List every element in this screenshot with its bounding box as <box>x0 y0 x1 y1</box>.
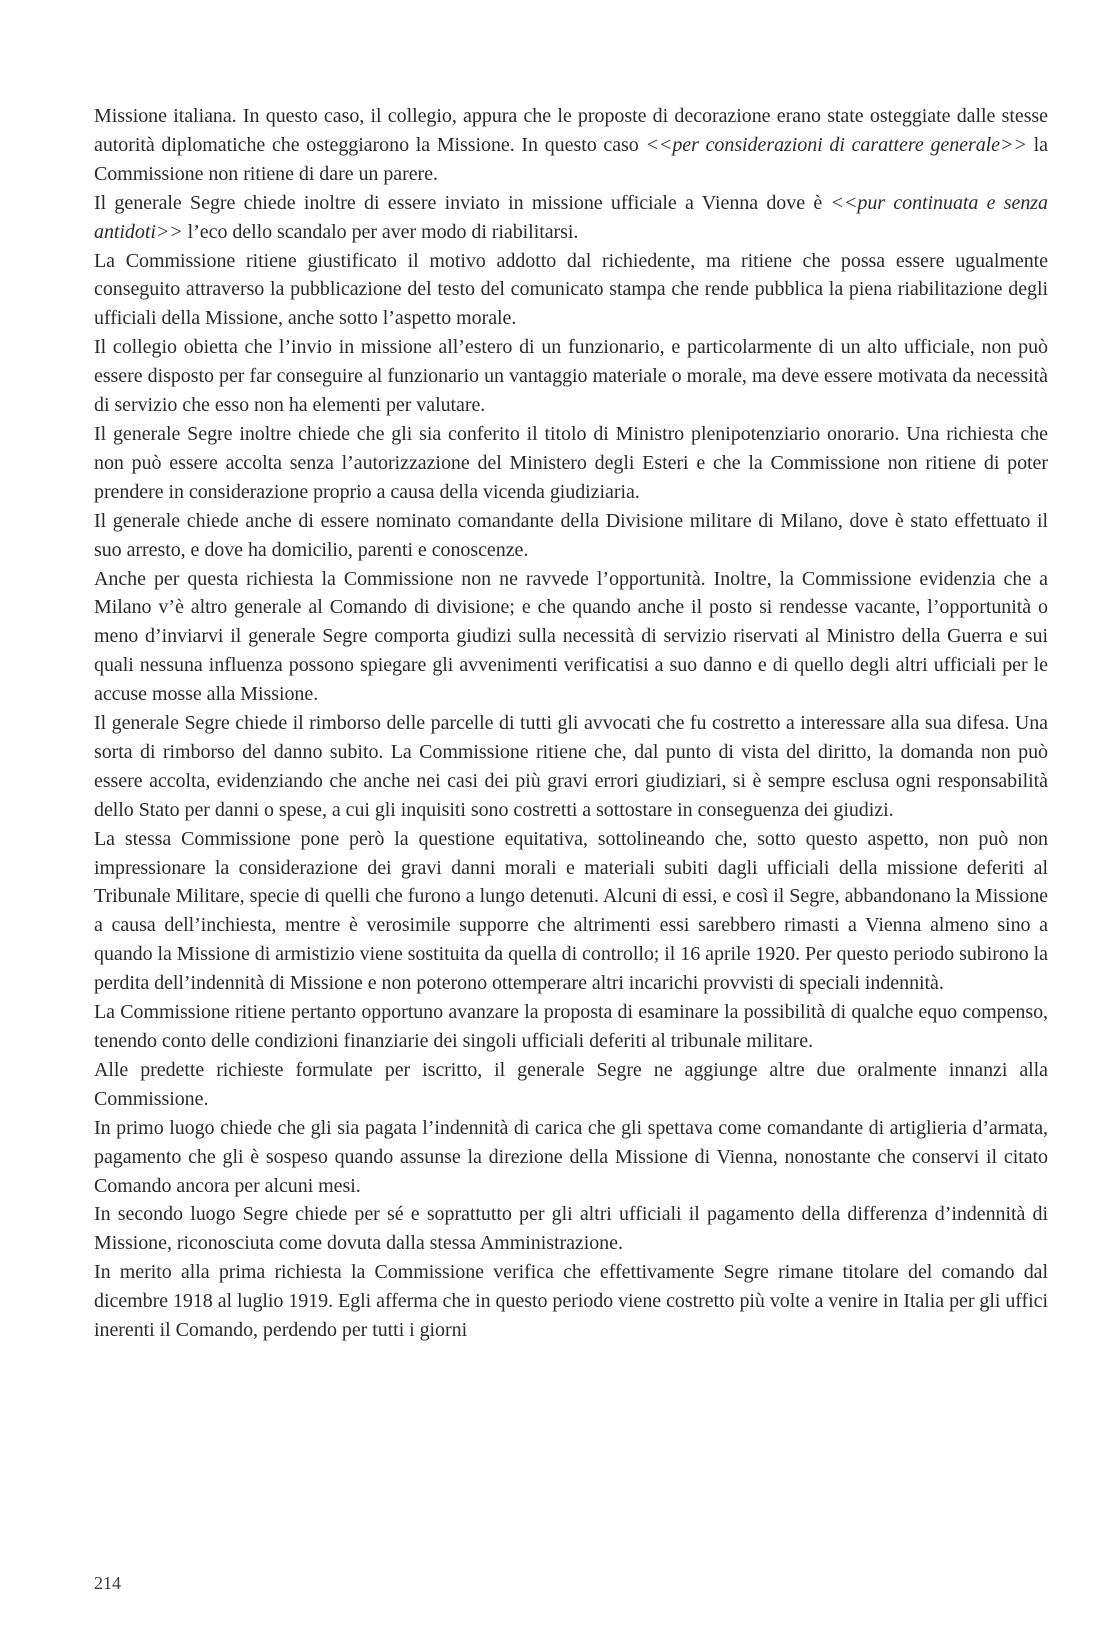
paragraph <box>94 825 1048 998</box>
paragraph <box>94 1200 1048 1258</box>
paragraph-text: In merito alla prima richiesta la Commissione verifica che effettivamente Segre rimane titolare del comando dal dicembre 1918 al luglio 1919. Egli afferma che in questo periodo viene costretto più volte a venire in Italia per gli uffici inerenti il Comando, perdendo per tutti i giorni <box>94 1261 1048 1342</box>
paragraph-text: La stessa Commissione pone però la questione equitativa, sottolineando che, sotto questo aspetto, non può non impressionare la considerazione dei gravi danni morali e materiali subiti dagli ufficiali della missione deferiti al Tribunale Militare, specie di quelli che furono a lungo detenuti. Alcuni di essi, e così il Segre, abbandonano la Missione a causa dell’inchiesta, mentre è verosimile supporre che altrimenti essi sarebbero rimasti a Vienna almeno sino a quando la Missione di armistizio viene sostituita da quella di controllo; il 16 aprile 1920. Per questo periodo subirono la perdita dell’indennità di Missione e non poterono ottemperare altri incarichi provvisti di speciali indennità. <box>94 827 1048 995</box>
paragraph <box>94 247 1048 334</box>
paragraph <box>94 1114 1048 1201</box>
paragraph-text: Il generale Segre chiede inoltre di essere inviato in missione ufficiale a Vienna dove è <box>94 191 831 214</box>
paragraph <box>94 507 1048 565</box>
body-text <box>94 102 1048 1345</box>
paragraph-text: Alle predette richieste formulate per iscritto, il generale Segre ne aggiunge altre due oralmente innanzi alla Commissione. <box>94 1058 1048 1110</box>
paragraph-text: In primo luogo chiede che gli sia pagata l’indennità di carica che gli spettava come comandante di artiglieria d’armata, pagamento che gli è sospeso quando assunse la direzione della Missione di Vienna, nonostante che conservi il citato Comando ancora per alcuni mesi. <box>94 1116 1048 1197</box>
paragraph-text: l’eco dello scandalo per aver modo di riabilitarsi. <box>182 220 579 243</box>
paragraph-text: Il collegio obietta che l’invio in missione all’estero di un funzionario, e particolarmente di un alto ufficiale, non può essere disposto per far conseguire al funzionario un vantaggio materiale o morale, ma deve essere motivata da necessità di servizio che esso non ha elementi per valutare. <box>94 336 1048 417</box>
paragraph <box>94 709 1048 825</box>
quoted-text: <<pur continuata e senza antidoti>> <box>94 191 1048 243</box>
paragraph-text: Missione italiana. In questo caso, il collegio, appura che le proposte di decorazione erano state osteggiate dalle stesse autorità diplomatiche che osteggiarono la Missione. In questo caso <box>94 105 1048 156</box>
paragraph-text: La Commissione ritiene pertanto opportuno avanzare la proposta di esaminare la possibilità di qualche equo compenso, tenendo conto delle condizioni finanziarie dei singoli ufficiali deferiti al tribunale militare. <box>94 1001 1048 1052</box>
paragraph <box>94 1258 1048 1345</box>
paragraph <box>94 998 1048 1056</box>
paragraph-text: La Commissione ritiene giustificato il motivo addotto dal richiedente, ma ritiene che possa essere ugualmente conseguito attraverso la pubblicazione del testo del comunicato stampa che rende pubblica la piena riabilitazione degli ufficiali della Missione, anche sotto l’aspetto morale. <box>94 249 1048 330</box>
paragraph <box>94 1056 1048 1114</box>
paragraph <box>94 420 1048 507</box>
paragraph <box>94 565 1048 710</box>
paragraph-text: In secondo luogo Segre chiede per sé e soprattutto per gli altri ufficiali il pagamento della differenza d’indennità di Missione, riconosciuta come dovuta dalla stessa Amministrazione. <box>94 1203 1048 1255</box>
paragraph-text: Anche per questa richiesta la Commissione non ne ravvede l’opportunità. Inoltre, la Commissione evidenzia che a Milano v’è altro generale al Comando di divisione; e che quando anche il posto si rendesse vacante, l’opportunità o meno d’inviarvi il generale Segre comporta giudizi sulla necessità di servizio riservati al Ministro della Guerra e sui quali nessuna influenza possono spiegare gli avvenimenti verificatisi a suo danno e di quello degli altri ufficiali per le accuse mosse alla Missione. <box>94 567 1048 706</box>
paragraph-text: Il generale chiede anche di essere nominato comandante della Divisione militare di Milano, dove è stato effettuato il suo arresto, e dove ha domicilio, parenti e conoscenze. <box>94 509 1048 561</box>
paragraph-text: Il generale Segre chiede il rimborso delle parcelle di tutti gli avvocati che fu costretto a interessare alla sua difesa. Una sorta di rimborso del danno subito. La Commissione ritiene che, dal punto di vista del diritto, la domanda non può essere accolta, evidenziando che anche nei casi dei più gravi errori giudiziari, si è sempre esclusa ogni responsabilità dello Stato per danni o spese, a cui gli inquisiti sono costretti a sottostare in conseguenza dei giudizi. <box>94 712 1048 821</box>
page-number: 214 <box>94 1573 121 1593</box>
paragraph <box>94 189 1048 247</box>
paragraph-text: Il generale Segre inoltre chiede che gli sia conferito il titolo di Ministro plenipotenziario onorario. Una richiesta che non può essere accolta senza l’autorizzazione del Ministero degli Esteri e che la Commissione non ritiene di poter prendere in considerazione proprio a causa della vicenda giudiziaria. <box>94 422 1048 503</box>
quoted-text: <<per considerazioni di carattere generale>> <box>645 133 1027 156</box>
paragraph <box>94 333 1048 420</box>
paragraph-text: la Commissione non ritiene di dare un parere. <box>94 133 1048 185</box>
paragraph <box>94 102 1048 189</box>
